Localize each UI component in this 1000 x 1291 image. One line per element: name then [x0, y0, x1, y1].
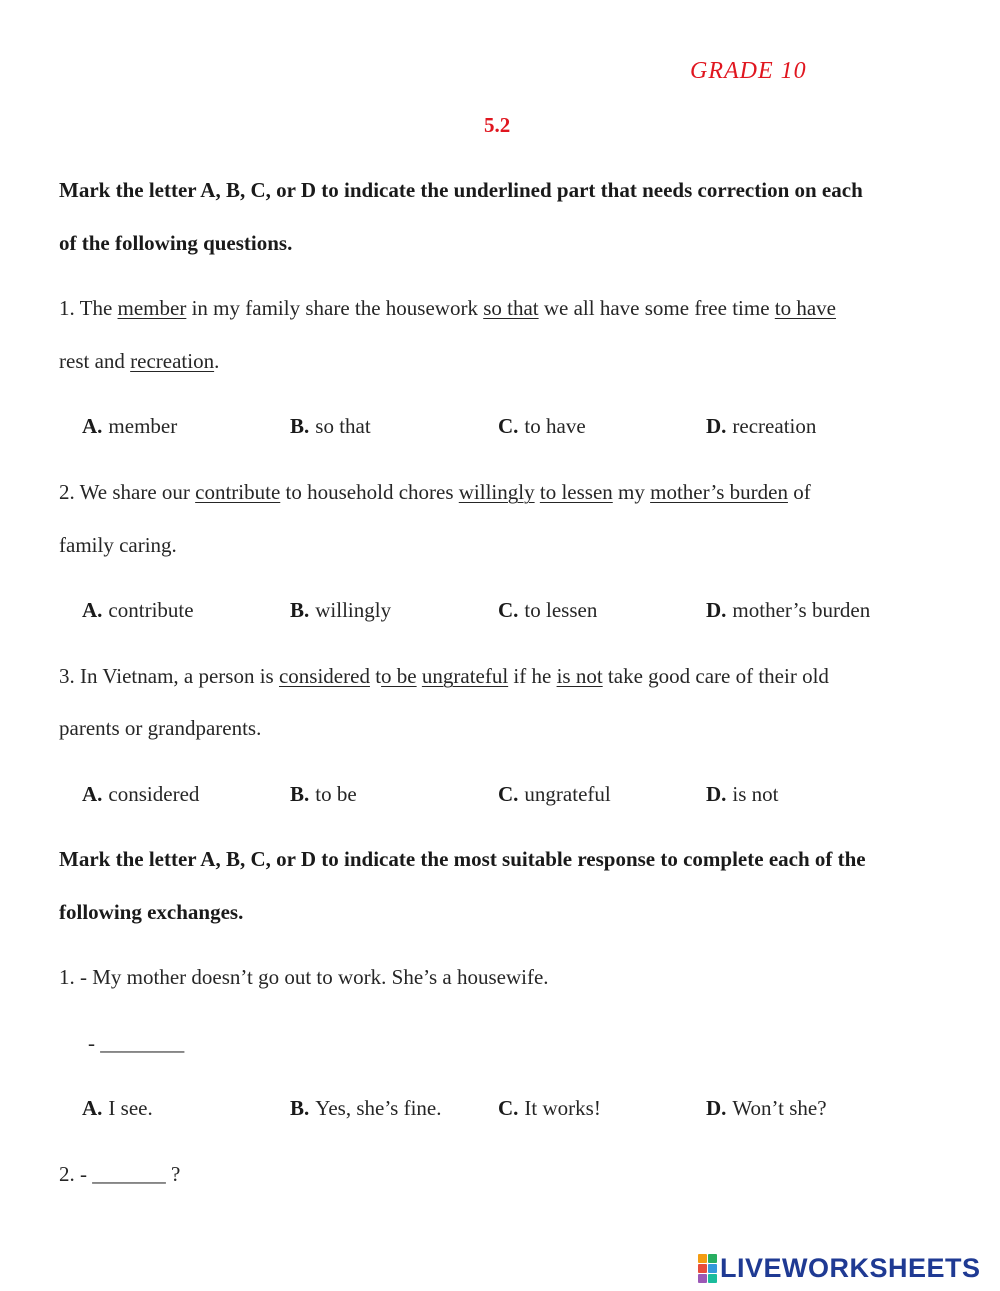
logo-blocks-icon	[698, 1254, 717, 1283]
text-segment: my	[612, 480, 651, 504]
text-segment: take good care of their old	[602, 664, 829, 688]
q1-option-d[interactable]	[706, 414, 816, 439]
option-text: to be	[315, 782, 357, 806]
option-letter: A.	[82, 1096, 103, 1120]
option-text: It works!	[524, 1096, 601, 1120]
logo-block	[708, 1264, 717, 1273]
option-text: considered	[108, 782, 200, 806]
option-letter: C.	[498, 782, 519, 806]
text-segment: in my family share the housework	[186, 296, 484, 320]
ex1-option-c[interactable]	[498, 1096, 601, 1121]
q2-option-d[interactable]	[706, 598, 870, 623]
q3-option-b[interactable]	[290, 782, 357, 807]
grade-title: GRADE 10	[690, 58, 807, 84]
question-1-line1	[59, 296, 836, 321]
text-segment: if he	[508, 664, 557, 688]
logo-block	[708, 1274, 717, 1283]
option-text: so that	[315, 414, 371, 438]
option-letter: C.	[498, 414, 519, 438]
q2-option-c[interactable]	[498, 598, 597, 623]
option-text: is not	[732, 782, 779, 806]
underlined-part-c: to have	[774, 296, 837, 320]
ex1-option-d[interactable]	[706, 1096, 827, 1121]
underlined-part-a: contribute	[195, 480, 281, 504]
text-segment: 1. The	[59, 296, 118, 320]
underlined-part-d: recreation	[130, 349, 215, 373]
underlined-part-d: is not	[556, 664, 603, 688]
option-letter: D.	[706, 414, 727, 438]
underlined-part-c: to lessen	[539, 480, 613, 504]
section-number: 5.2	[484, 113, 511, 137]
text-segment: to household chores	[280, 480, 459, 504]
question-1-line2	[59, 349, 219, 374]
option-text: recreation	[732, 414, 817, 438]
q2-option-b[interactable]	[290, 598, 391, 623]
underlined-part-a: considered	[278, 664, 370, 688]
exchange-1-prompt: 1. - My mother doesn’t go out to work. She’s a housewife.	[59, 965, 549, 989]
option-letter: A.	[82, 782, 103, 806]
option-letter: C.	[498, 1096, 519, 1120]
option-text: willingly	[315, 598, 392, 622]
option-text: I see.	[108, 1096, 153, 1120]
part2-instruction-line2: following exchanges.	[59, 900, 244, 924]
logo-block	[698, 1254, 707, 1263]
logo-text: LIVEWORKSHEETS	[720, 1253, 981, 1283]
q1-option-c[interactable]	[498, 414, 586, 439]
option-text: mother’s burden	[732, 598, 871, 622]
question-2-line2: family caring.	[59, 533, 177, 557]
question-3-line1	[59, 664, 829, 689]
ex1-option-a[interactable]	[82, 1096, 153, 1121]
part2-instruction-line1: Mark the letter A, B, C, or D to indicate the most suitable response to complete each of the	[59, 847, 866, 871]
text-segment: .	[214, 349, 220, 373]
option-text: ungrateful	[524, 782, 611, 806]
text-segment: rest and	[59, 349, 131, 373]
underlined-part-b: so that	[483, 296, 539, 320]
option-text: to have	[524, 414, 586, 438]
option-letter: C.	[498, 598, 519, 622]
liveworksheets-logo	[698, 1253, 981, 1284]
option-letter: B.	[290, 598, 310, 622]
exchange-2-prompt: 2. - _______ ?	[59, 1162, 181, 1186]
question-2-line1	[59, 480, 811, 505]
underlined-part-d: mother’s burden	[650, 480, 788, 504]
logo-block	[698, 1274, 707, 1283]
ex1-option-b[interactable]	[290, 1096, 441, 1121]
q3-option-d[interactable]	[706, 782, 779, 807]
exchange-1-answer-blank[interactable]: - ________	[88, 1031, 185, 1055]
option-text: member	[108, 414, 178, 438]
part1-instruction-line1: Mark the letter A, B, C, or D to indicate the underlined part that needs correction on each	[59, 178, 863, 202]
option-letter: B.	[290, 782, 310, 806]
text-segment: t	[369, 664, 382, 688]
option-letter: A.	[82, 598, 103, 622]
q1-option-b[interactable]	[290, 414, 371, 439]
logo-block	[708, 1254, 717, 1263]
q3-option-a[interactable]	[82, 782, 199, 807]
option-letter: D.	[706, 782, 727, 806]
q2-option-a[interactable]	[82, 598, 194, 623]
underlined-part-c: ungrateful	[421, 664, 509, 688]
option-text: Won’t she?	[732, 1096, 827, 1120]
underlined-part-b: willingly	[458, 480, 535, 504]
option-letter: B.	[290, 1096, 310, 1120]
question-3-line2: parents or grandparents.	[59, 716, 262, 740]
option-letter: A.	[82, 414, 103, 438]
text-segment: 3. In Vietnam, a person is	[59, 664, 279, 688]
q3-option-c[interactable]	[498, 782, 611, 807]
part1-instruction-line2: of the following questions.	[59, 231, 293, 255]
option-letter: D.	[706, 1096, 727, 1120]
logo-block	[698, 1264, 707, 1273]
option-text: to lessen	[524, 598, 598, 622]
text-segment: of	[787, 480, 811, 504]
q1-option-a[interactable]	[82, 414, 177, 439]
text-segment: we all have some free time	[538, 296, 775, 320]
underlined-part-b: o be	[381, 664, 417, 688]
option-letter: D.	[706, 598, 727, 622]
option-text: contribute	[108, 598, 194, 622]
underlined-part-a: member	[117, 296, 187, 320]
text-segment: 2. We share our	[59, 480, 196, 504]
option-text: Yes, she’s fine.	[315, 1096, 442, 1120]
option-letter: B.	[290, 414, 310, 438]
